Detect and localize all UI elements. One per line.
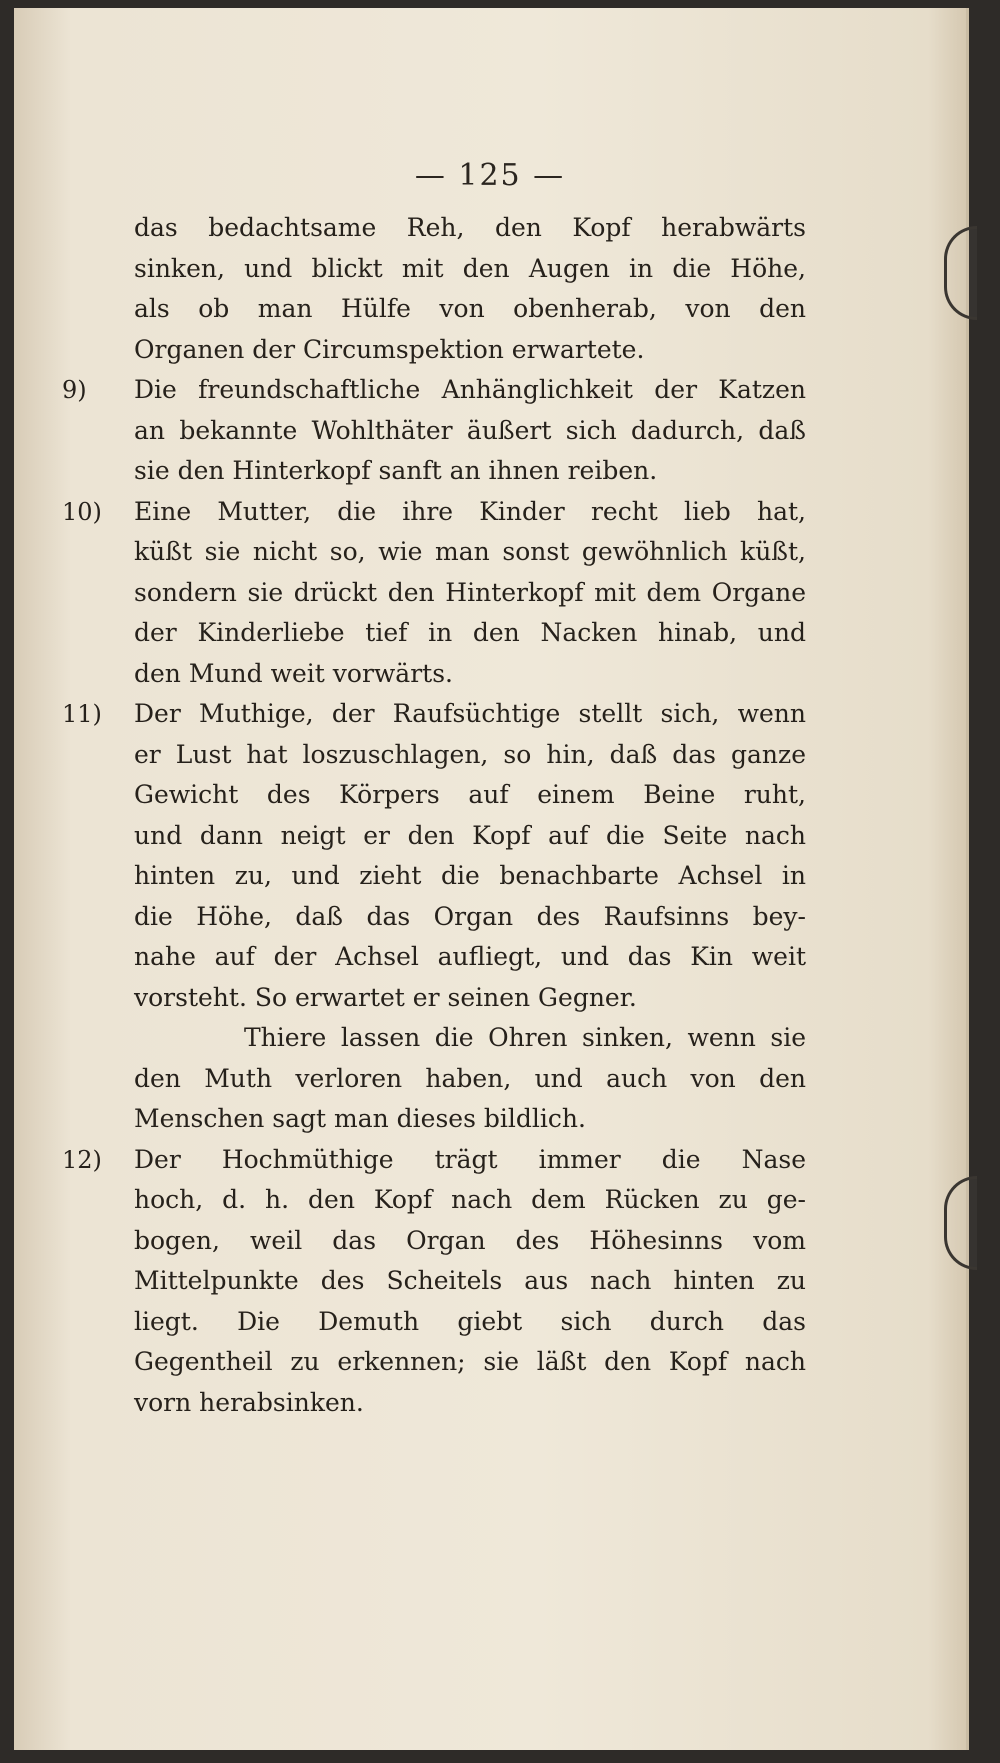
text-line: Mittelpunkte des Scheitels aus nach hinten zu [134, 1266, 806, 1295]
text-line: Gegentheil zu erkennen; sie läßt den Kopf nach [134, 1347, 806, 1376]
text-line: küßt sie nicht so, wie man sonst gewöhnlich küßt, [134, 537, 806, 566]
book-page [14, 8, 969, 1750]
item-number: 12) [62, 1145, 102, 1174]
numbered-item-10 [62, 492, 806, 695]
numbered-item-9 [62, 370, 806, 492]
text-line: er Lust hat loszuschlagen, so hin, daß das ganze [134, 739, 806, 769]
numbered-item-12 [62, 1140, 806, 1424]
text-line: Thiere lassen die Ohren sinken, wenn sie [244, 1023, 806, 1052]
indented-paragraph [134, 1018, 806, 1140]
text-line: hoch, d. h. den Kopf nach dem Rücken zu ge- [134, 1185, 806, 1214]
text-line: liegt. Die Demuth giebt sich durch das [134, 1306, 806, 1336]
item-number: 10) [62, 497, 102, 526]
text-line: das bedachtsame Reh, den Kopf herabwärts [134, 213, 806, 242]
text-line: hinten zu, und zieht die benachbarte Achsel in [134, 861, 806, 890]
text-line: Die freundschaftliche Anhänglichkeit der Katzen [134, 375, 806, 404]
text-line: vorn herabsinken. [134, 1387, 364, 1417]
text-line: an bekannte Wohlthäter äußert sich dadurch, daß [134, 415, 806, 445]
text-line: Organen der Circumspektion erwartete. [134, 334, 645, 364]
text-line: Der Muthige, der Raufsüchtige stellt sich, wenn [134, 699, 806, 728]
text-line: den Muth verloren haben, und auch von den [134, 1063, 806, 1093]
item-number: 11) [62, 700, 102, 728]
page-body [62, 208, 806, 1423]
text-line: als ob man Hülfe von obenherab, von den [134, 294, 806, 323]
page-clip-top [944, 226, 977, 320]
page-clip-bottom [944, 1176, 977, 1270]
text-line: Gewicht des Körpers auf einem Beine ruht, [134, 780, 806, 809]
text-line: Menschen sagt man dieses bildlich. [134, 1104, 586, 1133]
text-line: nahe auf der Achsel aufliegt, und das Kin weit [134, 942, 806, 971]
text-line: sie den Hinterkopf sanft an ihnen reiben. [134, 456, 658, 485]
text-line: Eine Mutter, die ihre Kinder recht lieb hat, [134, 496, 806, 526]
text-line: und dann neigt er den Kopf auf die Seite nach [134, 820, 806, 850]
text-line: bogen, weil das Organ des Höhesinns vom [134, 1225, 806, 1255]
text-line: den Mund weit vorwärts. [134, 658, 453, 688]
numbered-item-11 [62, 694, 806, 1018]
text-line: Der Hochmüthige trägt immer die Nase [134, 1144, 806, 1174]
text-line: vorsteht. So erwartet er seinen Gegner. [134, 982, 637, 1012]
continuation-paragraph [134, 208, 806, 370]
text-line: die Höhe, daß das Organ des Raufsinns bey- [134, 901, 806, 931]
item-number: 9) [62, 376, 87, 404]
page-number-header: — 125 — [414, 158, 566, 193]
text-line: sondern sie drückt den Hinterkopf mit dem Organe [134, 577, 806, 607]
text-line: sinken, und blickt mit den Augen in die Höhe, [134, 253, 806, 283]
text-line: der Kinderliebe tief in den Nacken hinab, und [134, 618, 806, 647]
